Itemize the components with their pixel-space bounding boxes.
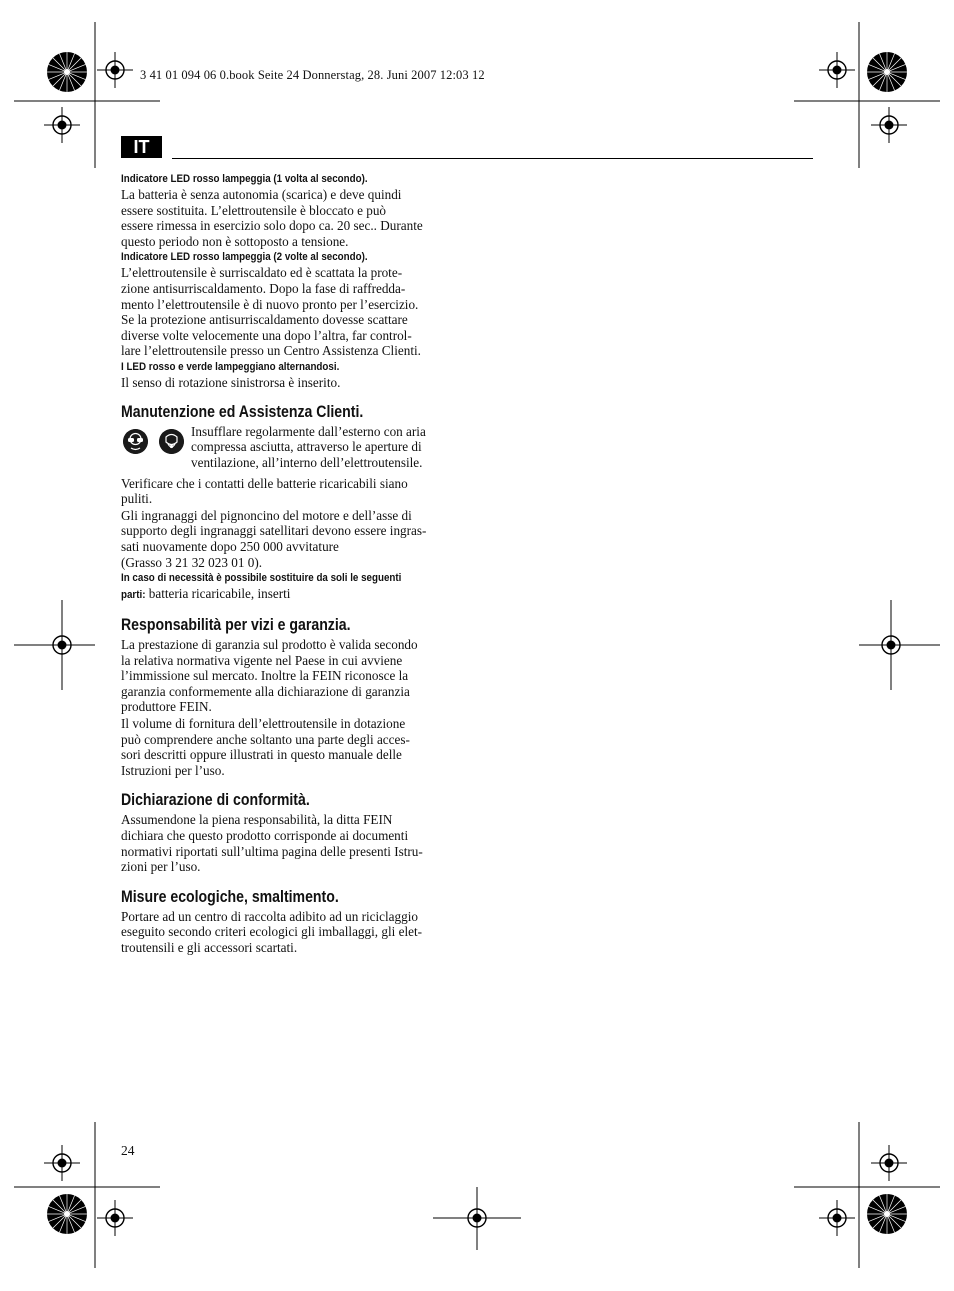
- header-rule: [172, 158, 813, 159]
- led2-text: L’elettroutensile è surriscaldato ed è scattata la prote- zione antisurriscaldamento. Dopo la fase di raffredda- mento l’elettroutensile è di nuovo pronto per l’esercizio. Se la protezione antisurriscaldamento dovesse scattare diverse volte velocemente una dopo l’altra, far control- lare l’elettroutensile presso un Centro Assistenza Clienti.: [121, 265, 421, 359]
- main-column: [121, 171, 466, 956]
- parts-bold-line: In caso di necessità è possibile sostituire da soli le seguenti: [121, 572, 402, 585]
- led3-text: Il senso di rotazione sinistrorsa è inserito.: [121, 374, 341, 390]
- conformity-text: Assumendone la piena responsabilità, la ditta FEIN dichiara che questo prodotto corrisponde ai documenti normativi riportati sull’ultima pagina delle presenti Istru- zioni per l’uso.: [121, 812, 423, 875]
- safety-goggles-icon: [123, 429, 148, 454]
- led2-title: Indicatore LED rosso lampeggia (2 volte al secondo).: [121, 251, 368, 264]
- maintenance-text-1: Verificare che i contatti delle batterie ricaricabili siano puliti.: [121, 475, 408, 507]
- warranty-heading: Responsabilità per vizi e garanzia.: [121, 616, 351, 635]
- ecology-heading: Misure ecologiche, smaltimento.: [121, 887, 339, 906]
- maintenance-icon-text: Insufflare regolarmente dall’esterno con aria compressa asciutta, attraverso le aperture di ventilazione, all’interno dell’elettroutensile.: [191, 423, 426, 470]
- maintenance-text-2: Gli ingranaggi del pignoncino del motore e dell’asse di supporto degli ingranaggi satellitari devono essere ingras- sati nuovamente dopo 250 000 avvitature (Grasso 3 21 32 023 01 0).: [121, 507, 427, 570]
- led1-text: La batteria è senza autonomia (scarica) e deve quindi essere sostituita. L’elettroutensile è bloccato e può essere rimessa in esercizio solo dopo ca. 20 sec.. Durante questo periodo non è sottoposto a tensione.: [121, 187, 423, 249]
- language-badge: IT: [121, 136, 162, 158]
- warranty-text-2: Il volume di fornitura dell’elettroutensile in dotazione può comprendere anche soltanto una parte degli acces- sori descritti oppure illustrati in questo manuale delle Istruzioni per l’uso.: [121, 716, 410, 778]
- maintenance-heading: Manutenzione ed Assistenza Clienti.: [121, 402, 364, 421]
- led3-title: I LED rosso e verde lampeggiano alternandosi.: [121, 360, 340, 373]
- print-file-info: 3 41 01 094 06 0.book Seite 24 Donnerstag, 28. Juni 2007 12:03 12: [140, 68, 485, 82]
- conformity-heading: Dichiarazione di conformità.: [121, 791, 310, 810]
- maintenance-icon-row: [121, 424, 466, 474]
- dust-mask-icon: [159, 429, 184, 454]
- led1-title: Indicatore LED rosso lampeggia (1 volta al secondo).: [121, 173, 368, 185]
- parts-line: parti: batteria ricaricabile, inserti: [121, 586, 291, 602]
- ecology-text: Portare ad un centro di raccolta adibito ad un riciclaggio eseguito secondo criteri ecologici gli imballaggi, gli elet- troutensili e gli accessori scartati.: [121, 908, 423, 955]
- page-number: 24: [121, 1143, 135, 1158]
- warranty-text-1: La prestazione di garanzia sul prodotto è valida secondo la relativa normativa vigente nel Paese in cui avviene l’immissione sul mercato. Inoltre la FEIN riconosce la garanzia conformemente alla dichiarazione di garanzia produttore FEIN.: [121, 637, 418, 715]
